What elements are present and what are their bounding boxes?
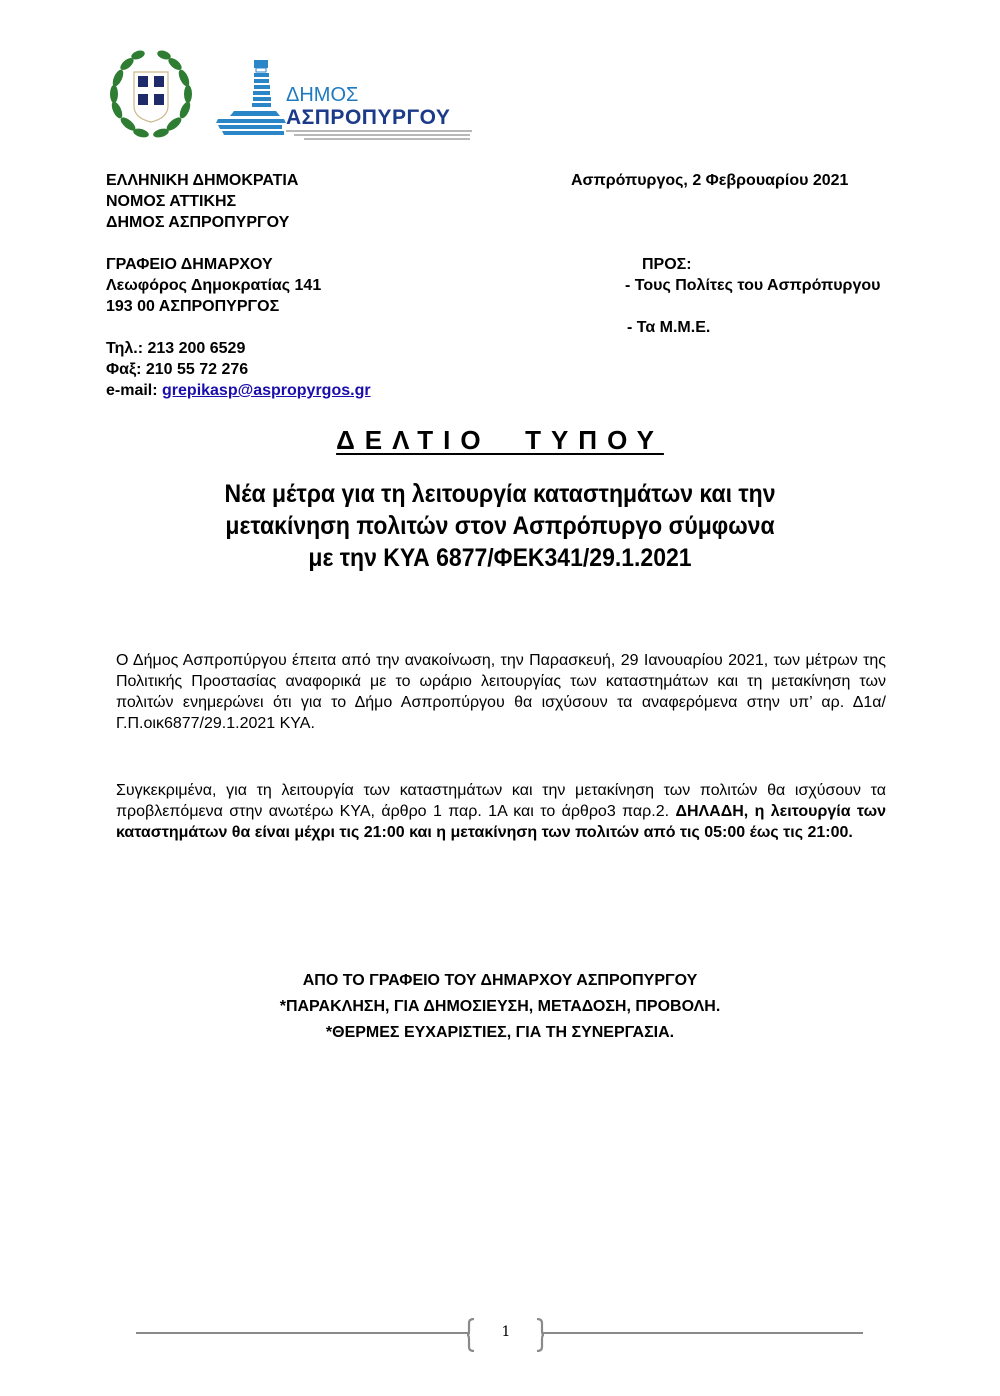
issuer-line: ΝΟΜΟΣ ΑΤΤΙΚΗΣ xyxy=(106,193,237,210)
issuer-line: ΔΗΜΟΣ ΑΣΠΡΟΠΥΡΓΟΥ xyxy=(106,214,290,231)
fax-number: Φαξ: 210 55 72 276 xyxy=(106,361,249,378)
logo-dimos-text: ΔΗΜΟΣ xyxy=(286,84,359,106)
subtitle-line: μετακίνηση πολιτών στον Ασπρόπυργο σύμφωνα xyxy=(225,512,775,540)
document-title xyxy=(0,425,1000,456)
paragraph-2-text: Συγκεκριμένα, για τη λειτουργία των καταστημάτων και την μετακίνηση των πολιτών θα ισχύσουν τα προβλεπόμενα στην ανωτέρω ΚΥΑ, άρθρο 1 παρ. 1Α και το άρθρο3 παρ.2. xyxy=(116,782,886,820)
recipient-item: - Τα Μ.Μ.Ε. xyxy=(627,319,711,336)
email-line xyxy=(106,380,371,401)
office-address: Λεωφόρος Δημοκρατίας 141 xyxy=(106,277,322,294)
page-number: 1 xyxy=(501,1324,511,1340)
left-brace-icon xyxy=(466,1318,476,1352)
subtitle-line: Νέα μέτρα για τη λειτουργία καταστημάτων και την xyxy=(224,480,776,508)
greek-emblem-icon xyxy=(106,48,196,140)
contact-block xyxy=(106,338,371,401)
document-date: Ασπρόπυργος, 2 Φεβρουαρίου 2021 xyxy=(571,172,849,189)
footer-rule-left xyxy=(136,1332,470,1334)
body-paragraph-2 xyxy=(116,780,886,843)
footer-rule-right xyxy=(542,1332,863,1334)
right-brace-icon xyxy=(535,1318,545,1352)
document-subtitle xyxy=(150,478,849,574)
subtitle-line: με την ΚΥΑ 6877/ΦΕΚ341/29.1.2021 xyxy=(308,544,692,572)
email-link[interactable]: grepikasp@aspropyrgos.gr xyxy=(162,382,371,399)
document-title-text: ΔΕΛΤΙΟ ΤΥΠΟΥ xyxy=(336,425,664,455)
closing-line: *ΠΑΡΑΚΛΗΣΗ, ΓΙΑ ΔΗΜΟΣΙΕΥΣΗ, ΜΕΤΑΔΟΣΗ, ΠΡΟΒΟΛΗ. xyxy=(279,998,721,1015)
office-name: ΓΡΑΦΕΙΟ ΔΗΜΑΡΧΟΥ xyxy=(106,256,273,273)
logo-municipality-name: ΑΣΠΡΟΠΥΡΓΟΥ xyxy=(286,106,451,129)
municipality-logo xyxy=(214,56,474,146)
issuer-block xyxy=(106,170,298,233)
body-paragraph-1: Ο Δήμος Ασπροπύργου έπειτα από την ανακοίνωση, την Παρασκευή, 29 Ιανουαρίου 2021, των μέτρων της Πολιτικής Προστασίας αναφορικά με το ωράριο λειτουργίας των καταστημάτων και τη μετακίνηση των πολιτών ενημερώνει ότι για το Δήμο Ασπροπύργου θα ισχύσουν τα αναφερόμενα στην υπ’ αρ. Δ1α/Γ.Π.οικ6877/29.1.2021 ΚΥΑ. xyxy=(116,652,886,732)
email-label: e-mail: xyxy=(106,382,163,399)
recipients-label: ΠΡΟΣ: xyxy=(642,256,692,273)
closing-block xyxy=(0,968,1000,1046)
recipient-item: - Τους Πολίτες του Ασπρόπυργου xyxy=(625,277,881,294)
office-postcode: 193 00 ΑΣΠΡΟΠΥΡΓΟΣ xyxy=(106,298,280,315)
closing-line: *ΘΕΡΜΕΣ ΕΥΧΑΡΙΣΤΙΕΣ, ΓΙΑ ΤΗ ΣΥΝΕΡΓΑΣΙΑ. xyxy=(325,1024,675,1041)
office-block xyxy=(106,254,321,317)
closing-line: ΑΠΟ ΤΟ ΓΡΑΦΕΙΟ ΤΟΥ ΔΗΜΑΡΧΟΥ ΑΣΠΡΟΠΥΡΓΟΥ xyxy=(302,972,698,989)
paragraph-2-emphasis: ΔΗΛΑΔΗ, η λειτουργία των καταστημάτων θα είναι μέχρι τις 21:00 και η μετακίνηση των πολιτών από τις 05:00 έως τις 21:00. xyxy=(116,803,887,841)
issuer-line: ΕΛΛΗΝΙΚΗ ΔΗΜΟΚΡΑΤΙΑ xyxy=(106,172,299,189)
phone-number: Τηλ.: 213 200 6529 xyxy=(106,340,246,357)
